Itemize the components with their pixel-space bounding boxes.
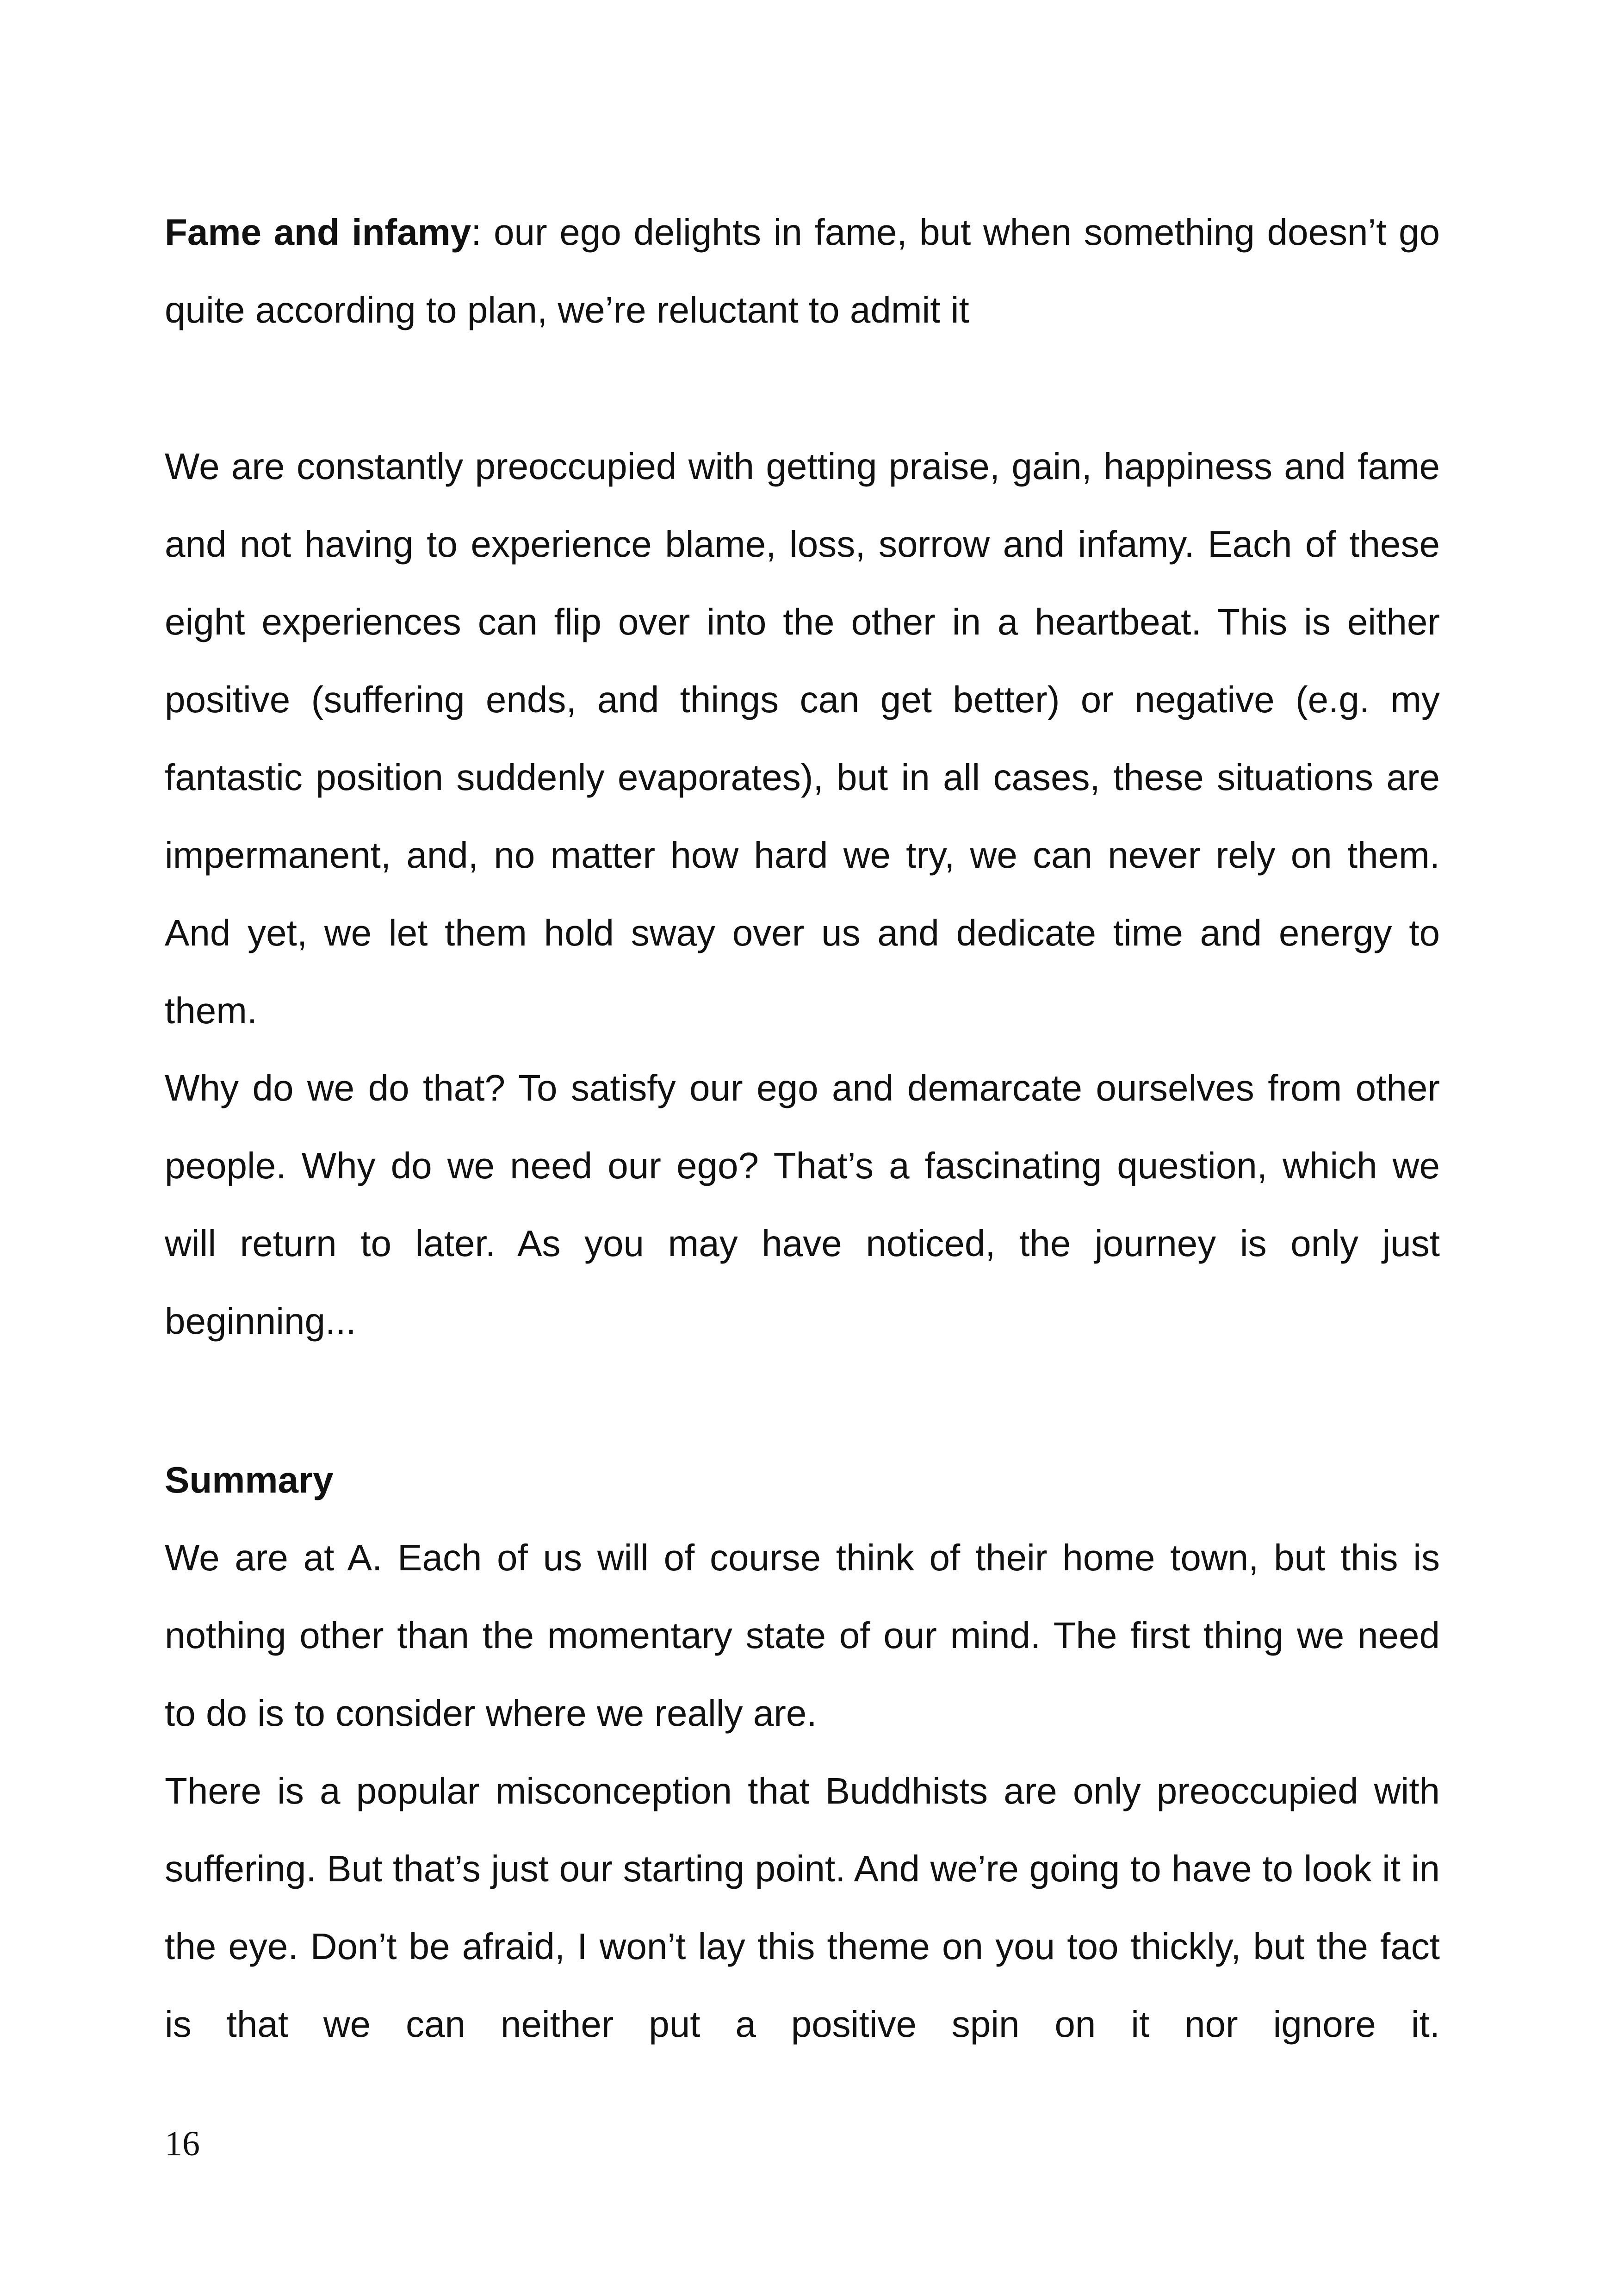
page-number: 16 xyxy=(165,2124,200,2163)
paragraph-summary-suffering: There is a popular misconception that Buddhists are only preoccupied with suffering. But that’s just our starting point. And we’re going to have to look it in the eye. Don’t be afraid, I won’t lay this theme on you too thickly, but the fact is that we can neither put a positive spin on it nor ignore it. xyxy=(165,1770,1440,2045)
intro-text: : our ego delights in fame, but when something doesn’t go quite according to plan, we’re reluctant to admit it xyxy=(165,212,1440,330)
intro-paragraph xyxy=(165,193,1440,349)
paragraph-ego-question: Why do we do that? To satisfy our ego and demarcate ourselves from other people. Why do we need our ego? That’s a fascinating question, which we will return to later. As you may have noticed, the journey is only just beginning... xyxy=(165,1067,1440,1342)
paragraph-summary-location: We are at A. Each of us will of course think of their home town, but this is nothing other than the momentary state of our mind. The first thing we need to do is to consider where we really are. xyxy=(165,1537,1440,1734)
intro-term: Fame and infamy xyxy=(165,212,471,253)
summary-heading: Summary xyxy=(165,1459,334,1500)
paragraph-eight-experiences: We are constantly preoccupied with getting praise, gain, happiness and fame and not having to experience blame, loss, sorrow and infamy. Each of these eight experiences can flip over into the other in a heartbeat. This is either positive (suffering ends, and things can get better) or negative (e.g. my fantastic position suddenly evaporates), but in all cases, these situations are impermanent, and, no matter how hard we try, we can never rely on them. And yet, we let them hold sway over us and dedicate time and energy to them. xyxy=(165,446,1440,1031)
